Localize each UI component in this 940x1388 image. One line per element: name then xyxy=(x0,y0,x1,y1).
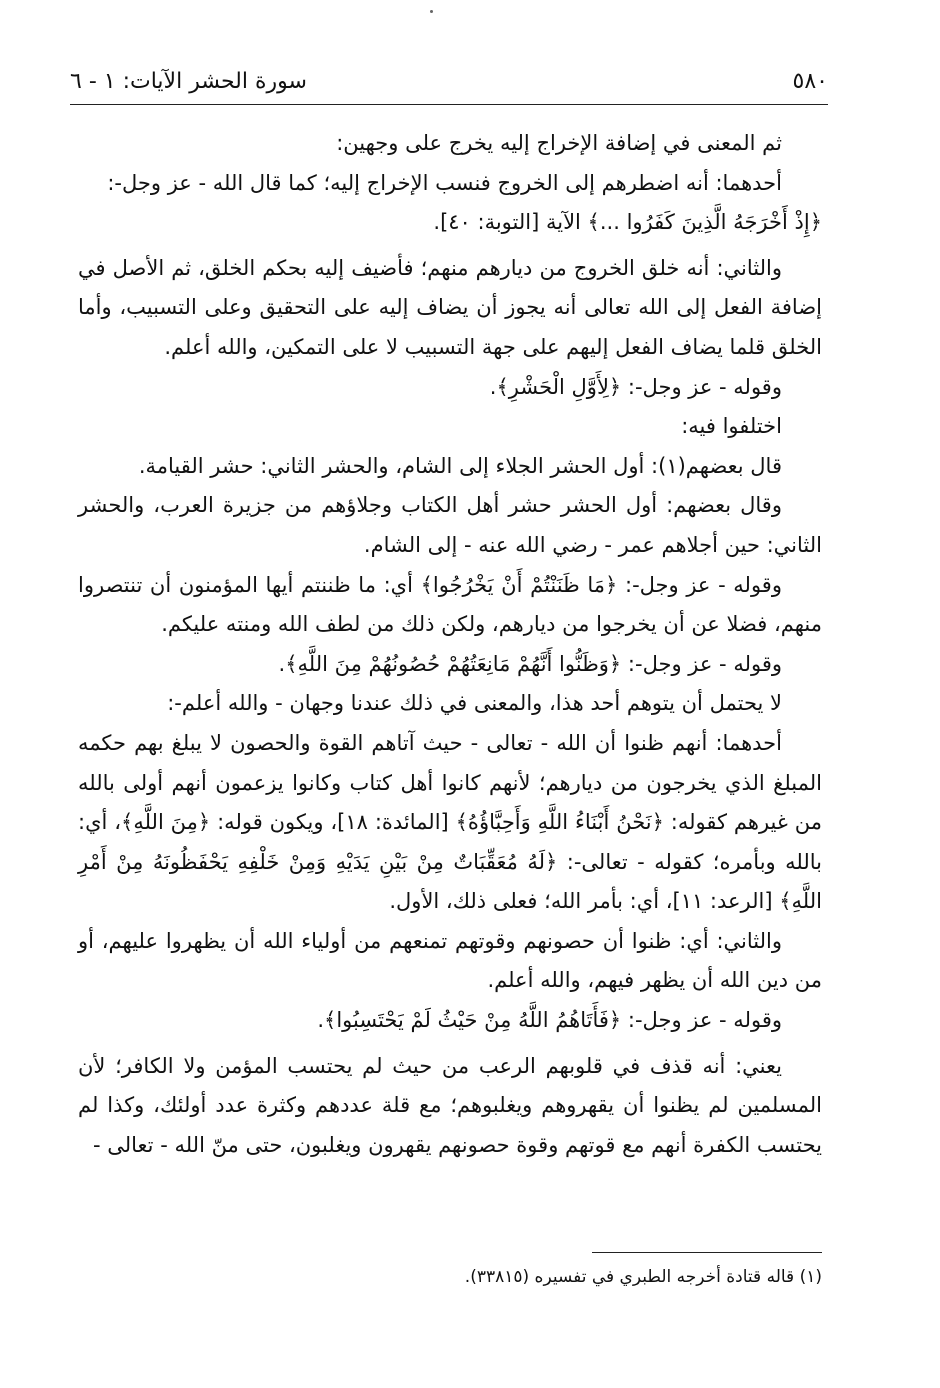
running-title: سورة الحشر الآيات: ١ - ٦ xyxy=(70,68,307,94)
main-text xyxy=(78,124,822,1165)
paragraph-first-meaning: أحدهما: أنهم ظنوا أن الله - تعالى - حيث آتاهم القوة والحصون لا يبلغ بهم حكمه المبلغ الذي يخرجون من ديارهم؛ لأنهم كانوا أهل كتاب وكانوا يزعمون أنهم أولى بالله من غيرهم كقوله: ﴿نَحْنُ أَبْنَاءُ اللَّهِ وَأَحِبَّاؤُهُ﴾ [المائدة: ١٨]، ويكون قوله: ﴿مِنَ اللَّهِ﴾، أي: بالله وبأمره؛ كقوله - تعالى-: ﴿لَهُ مُعَقِّبَاتٌ مِنْ بَيْنِ يَدَيْهِ وَمِنْ خَلْفِهِ يَحْفَظُونَهُ مِنْ أَمْرِ اللَّهِ﴾ [الرعد: ١١]، أي: بأمر الله؛ فعلى ذلك، الأول. xyxy=(78,730,822,914)
scan-speck xyxy=(430,10,433,13)
paragraph-opinion-two: وقال بعضهم: أول الحشر حشر أهل الكتاب وجلاؤهم من جزيرة العرب، والحشر الثاني: حين أجلاهم عمر - رضي الله عنه - إلى الشام. xyxy=(78,493,822,557)
page-header xyxy=(70,58,828,105)
paragraph-intro: ثم المعنى في إضافة الإخراج إليه يخرج على وجهين: xyxy=(336,131,782,155)
paragraph-ikhtalafu: اختلفوا فيه: xyxy=(681,414,782,439)
paragraph-awwal-al-hashr: وقوله - عز وجل-: ﴿لِأَوَّلِ الْحَشْرِ﴾. xyxy=(489,374,782,399)
paragraph-ma-zanantum: وقوله - عز وجل-: ﴿مَا ظَنَنْتُمْ أَنْ يَخْرُجُوا﴾ أي: ما ظننتم أيها المؤمنون أن تنتصروا منهم، فضلا عن أن يخرجوا من ديارهم، ولكن ذلك من لطف الله ومنته عليكم. xyxy=(78,572,822,637)
paragraph-second-meaning: والثاني: أي: ظنوا أن حصونهم وقوتهم تمنعهم من أولياء الله أن يظهروا عليهم، أو من دين الله أن يظهر فيهم، والله أعلم. xyxy=(78,928,822,993)
paragraph-second-aspect: والثاني: أنه خلق الخروج من ديارهم منهم؛ فأضيف إليه بحكم الخلق، ثم الأصل في إضافة الفعل إلى الله تعالى أنه يجوز أن يضاف إليه على التحقيق وعلى التسبيب، وأما الخلق قلما يضاف الفعل إليهم على جهة التسبيب لا على التمكين، والله أعلم. xyxy=(78,255,822,359)
paragraph-first-aspect: أحدهما: أنه اضطرهم إلى الخروج فنسب الإخراج إليه؛ كما قال الله - عز وجل-: xyxy=(107,170,782,195)
paragraph-fa-atahum: وقوله - عز وجل-: ﴿فَأَتَاهُمُ اللَّهُ مِنْ حَيْثُ لَمْ يَحْتَسِبُوا﴾. xyxy=(317,1008,782,1033)
paragraph-two-meanings: لا يحتمل أن يتوهم أحد هذا، والمعنى في ذلك عندنا وجهان - والله أعلم-: xyxy=(167,691,782,716)
page-number: ٥٨٠ xyxy=(792,68,828,94)
paragraph-wa-zannu: وقوله - عز وجل-: ﴿وَظَنُّوا أَنَّهُمْ مَانِعَتُهُمْ حُصُونُهُمْ مِنَ اللَّهِ﴾. xyxy=(278,651,782,676)
quran-citation-tawbah: ﴿إِذْ أَخْرَجَهُ الَّذِينَ كَفَرُوا ...﴾ الآية [التوبة: ٤٠]. xyxy=(433,210,822,235)
footnote: (١) قاله قتادة أخرجه الطبري في تفسيره (٣٣٨١٥). xyxy=(464,1267,822,1287)
footnote-divider xyxy=(592,1252,822,1253)
paragraph-opinion-one: قال بعضهم(١): أول الحشر الجلاء إلى الشام، والحشر الثاني: حشر القيامة. xyxy=(138,453,782,478)
paragraph-yani: يعني: أنه قذف في قلوبهم الرعب من حيث لم يحتسب المؤمن ولا الكافر؛ لأن المسلمين لم يظنوا أن يقهروهم ويغلبوهم؛ مع قلة عددهم وكثرة عدد أولئك، وكذا لم يحتسب الكفرة أنهم مع قوتهم وقوة حصونهم يقهرون ويغلبون، حتى منّ الله - تعالى - xyxy=(78,1053,822,1157)
